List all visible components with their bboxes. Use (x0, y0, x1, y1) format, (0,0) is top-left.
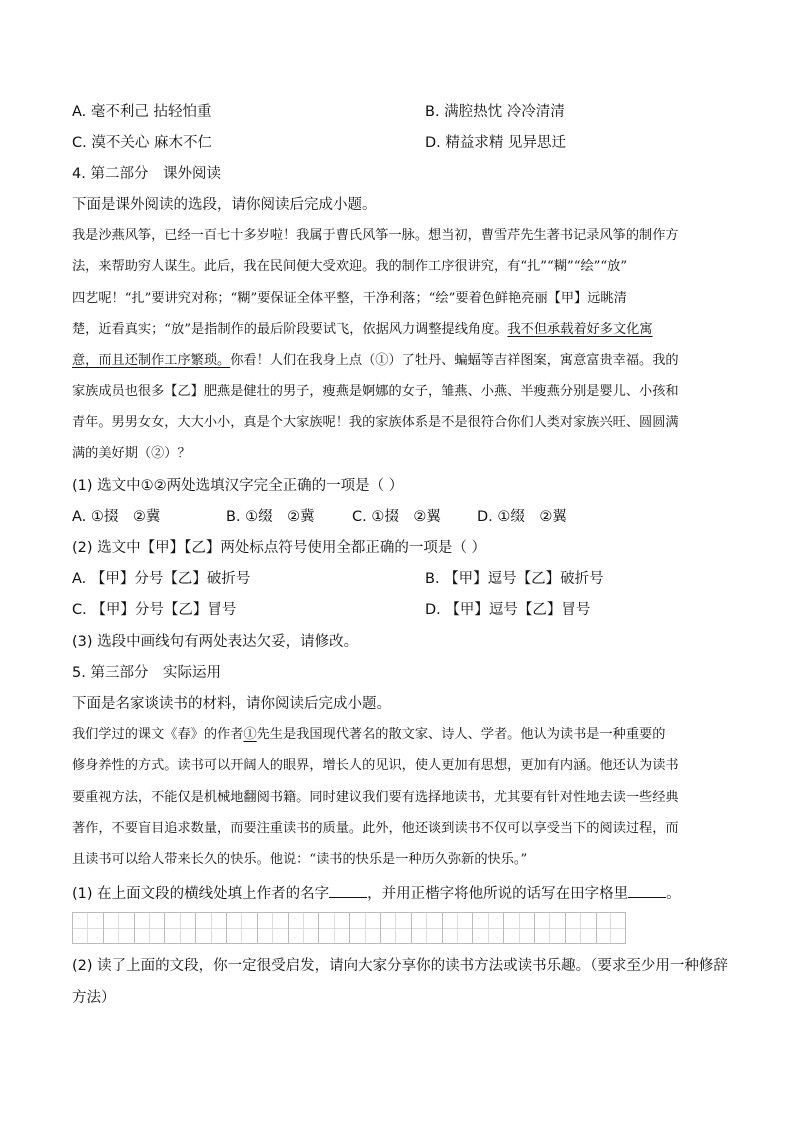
q5-passage-text: 先生是我国现代著名的散文家、诗人、学者。他认为读书是一种重要的 (256, 727, 666, 742)
q4-heading: 4. 第二部分 课外阅读 (72, 166, 221, 182)
q5-sub1-question (72, 881, 681, 904)
tianzige-cell[interactable] (442, 912, 473, 944)
q5-passage-line-4: 著作，不要盲目追求数量，而要注重读书的质量。此外，他还谈到读书不仅可以享受当下的阅读过程，而 (72, 821, 679, 836)
tianzige-cell[interactable] (72, 912, 103, 944)
q5-sub1-text: (1) 在上面文段的横线处填上作者的名字 (72, 886, 330, 902)
q3-option-row-2 (72, 133, 566, 153)
q4-passage-line-5 (72, 351, 679, 371)
q4-underlined-sentence-part-1: 我不但承载着好多文化寓 (507, 322, 653, 337)
q4-sub1-option-a[interactable]: A. ①掇 ②冀 (72, 509, 161, 525)
tianzige-cell[interactable] (472, 912, 503, 944)
q4-passage-line-4 (72, 320, 653, 340)
q4-sub2-option-row-2 (72, 600, 591, 620)
tianzige-cell[interactable] (596, 912, 627, 944)
q3-option-a[interactable]: A. 毫不利己 拈轻怕重 (72, 104, 212, 120)
q4-passage-line-7: 青年。男男女女，大大小小，真是个大家族呢！我的家族体系是不是很符合你们人类对家族兴旺、圆圆满 (72, 415, 679, 430)
q5-sub1-text: 。 (666, 886, 681, 902)
q4-sub1-option-d[interactable]: D. ①缀 ②翼 (477, 509, 567, 525)
q4-passage-line-8: 满的美好期（②）？ (72, 446, 191, 461)
q3-option-b[interactable]: B. 满腔热忱 冷冷清清 (425, 104, 565, 120)
q5-passage-line-1 (72, 725, 665, 745)
q4-passage-text: 楚，近看真实；“放”是指制作的最后阶段要试飞，依据风力调整提线角度。 (72, 322, 508, 337)
tianzige-cell[interactable] (134, 912, 165, 944)
tianzige-cell[interactable] (195, 912, 226, 944)
q4-sub1-question: (1) 选文中①②两处选填汉字完全正确的一项是（ ） (72, 478, 404, 494)
q3-option-c[interactable]: C. 漠不关心 麻木不仁 (72, 135, 212, 151)
q4-passage-line-6: 家族成员也很多【乙】肥燕是健壮的男子，瘦燕是婀娜的女子，雏燕、小燕、半瘦燕分别是婴儿、小孩和 (72, 384, 679, 399)
tianzige-cell[interactable] (503, 912, 534, 944)
q4-passage-text: 你看！人们在我身上点（①）了牡丹、蝙蝠等吉祥图案，寓意富贵幸福。我的 (230, 353, 679, 368)
q5-passage-line-5: 且读书可以给人带来长久的快乐。他说：“读书的快乐是一种历久弥新的快乐。” (72, 852, 528, 867)
q4-sub1-options (72, 507, 567, 527)
q4-intro: 下面是课外阅读的选段，请你阅读后完成小题。 (72, 197, 377, 213)
tianzige-cell[interactable] (257, 912, 288, 944)
q4-sub2-option-c[interactable]: C. 【甲】分号【乙】冒号 (72, 602, 237, 618)
tianzige-cell[interactable] (103, 912, 134, 944)
q5-heading: 5. 第三部分 实际运用 (72, 665, 221, 681)
tianzige-cell[interactable] (380, 912, 411, 944)
tianzige-cell[interactable] (565, 912, 596, 944)
q5-passage-line-3: 要重视方法，不能仅是机械地翻阅书籍。同时建议我们要有选择地读书，尤其要有针对性地去读一些经典 (72, 790, 679, 805)
q5-sub1-blank-grid[interactable] (628, 881, 666, 898)
q5-sub1-text: ，并用正楷字将他所说的话写在田字格里 (367, 886, 629, 902)
tianzige-cell[interactable] (534, 912, 565, 944)
q4-sub1-option-b[interactable]: B. ①缀 ②冀 (226, 509, 315, 525)
q5-blank-author[interactable]: ① (243, 727, 257, 742)
q4-sub2-option-b[interactable]: B. 【甲】逗号【乙】破折号 (425, 571, 604, 587)
tianzige-cell[interactable] (288, 912, 319, 944)
q5-sub2-question-line-1: (2) 读了上面的文段，你一定很受启发，请向大家分享你的读书方法或读书乐趣。（要求至少用一种修辞 (72, 958, 728, 974)
tianzige-cell[interactable] (318, 912, 349, 944)
q4-sub2-option-a[interactable]: A. 【甲】分号【乙】破折号 (72, 571, 251, 587)
tianzige-cell[interactable] (411, 912, 442, 944)
tianzige-cell[interactable] (349, 912, 380, 944)
q4-passage-line-3: 四艺呢！“扎”要讲究对称；“糊”要保证全体平整，干净利落；“绘”要着色鲜艳亮丽【甲】远眺清 (72, 291, 627, 306)
tianzige-cell[interactable] (164, 912, 195, 944)
q4-sub1-option-c[interactable]: C. ①掇 ②翼 (352, 509, 441, 525)
tianzige-cell[interactable] (226, 912, 257, 944)
q4-sub2-option-row-1 (72, 569, 604, 589)
q3-option-row-1 (72, 102, 565, 122)
q4-underlined-sentence-part-2: 意，而且还制作工序繁琐。 (72, 353, 231, 368)
q4-passage-line-2: 法，来帮助穷人谋生。此后，我在民间便大受欢迎。我的制作工序很讲究，有“扎”“糊”“绘”“放” (72, 259, 628, 274)
q4-sub2-option-d[interactable]: D. 【甲】逗号【乙】冒号 (425, 602, 591, 618)
q5-passage-line-2: 修身养性的方式。读书可以开阔人的眼界，增长人的见识，使人更加有思想，更加有内涵。他还认为读书 (72, 758, 679, 773)
q4-passage-line-1: 我是沙燕风筝，已经一百七十多岁啦！我属于曹氏风筝一脉。想当初，曹雪芹先生著书记录风筝的制作方 (72, 228, 679, 243)
q5-passage-text: 我们学过的课文《春》的作者 (72, 727, 244, 742)
q3-option-d[interactable]: D. 精益求精 见异思迁 (425, 135, 566, 151)
q5-sub1-blank-name[interactable] (329, 881, 367, 898)
q5-sub2-question-line-2: 方法） (72, 990, 116, 1006)
tianzige-grid[interactable] (72, 912, 626, 944)
q5-intro: 下面是名家谈读书的材料，请你阅读后完成小题。 (72, 696, 391, 712)
q4-sub3-question: (3) 选段中画线句有两处表达欠妥，请修改。 (72, 634, 359, 650)
q4-sub2-question: (2) 选文中【甲】【乙】两处标点符号使用全都正确的一项是（ ） (72, 540, 487, 556)
